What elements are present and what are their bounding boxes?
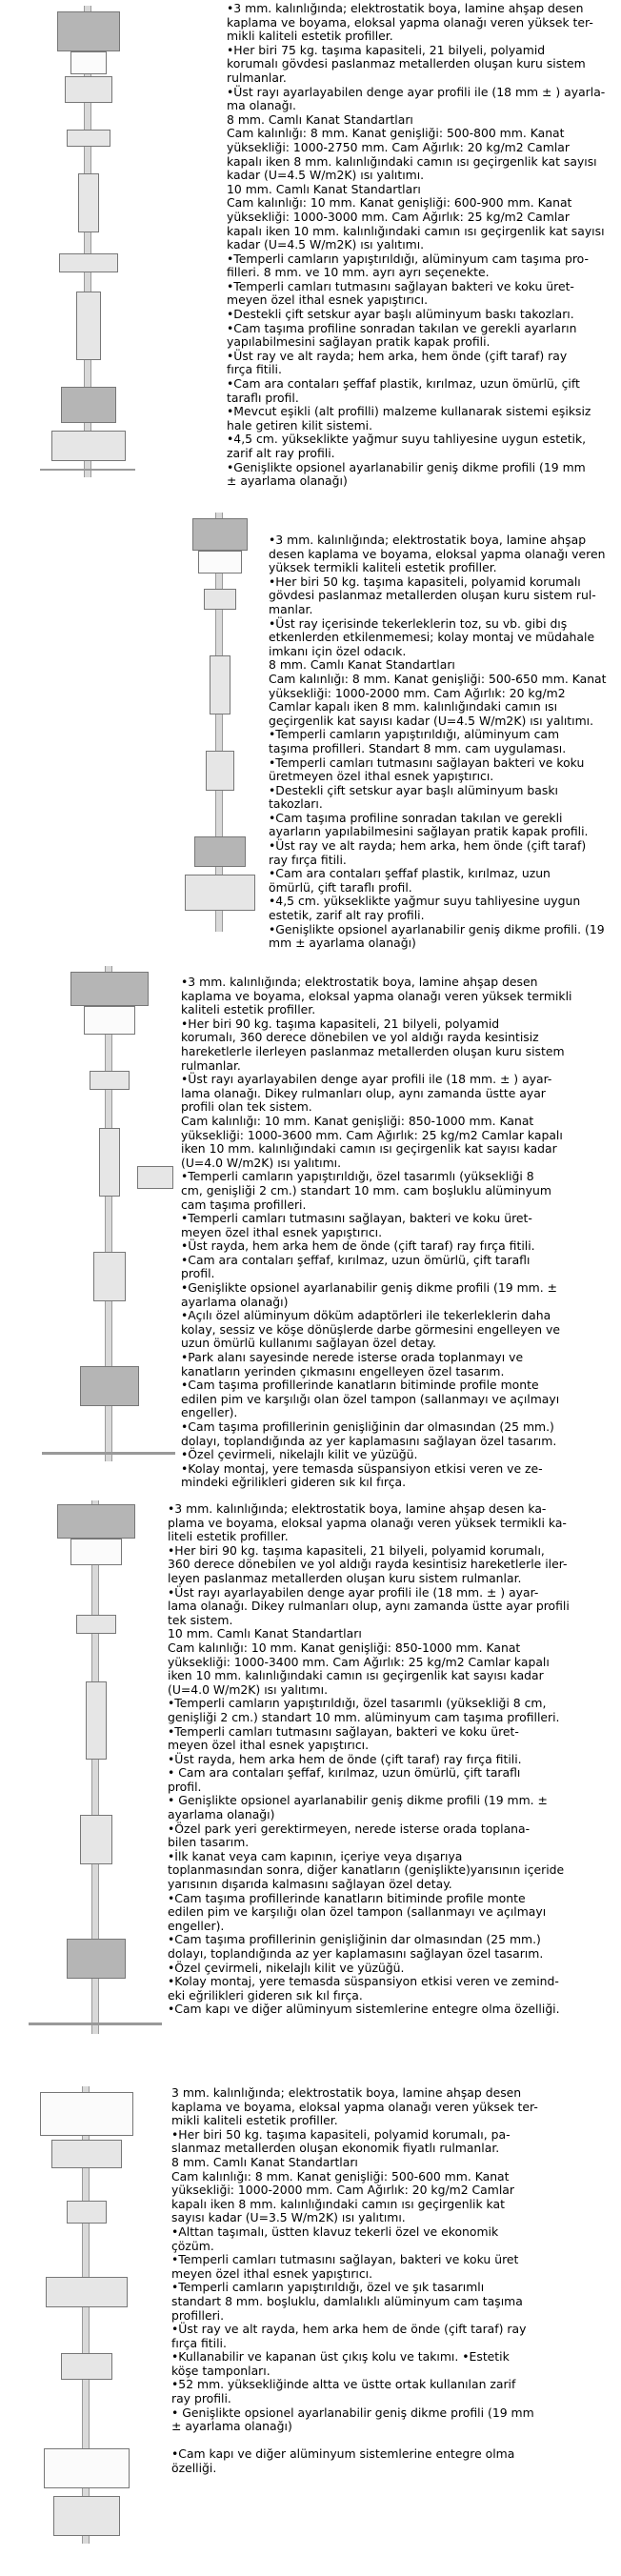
section-4-text: •3 mm. kalınlığında; elektrostatik boya, lamine ahşap desen ka- plama ve boyama, eloksal yapma olanağı veren yüksek termikli ka- liteli estetik profiller. •Her biri 90 kg. taşıma kapasiteli, 21 bilyeli, polyamid korumalı, 360 derece dönebilen ve yol aldığı rayda kesintisiz hareketlerle iler- leyen paslanmaz metallerden oluşan kuru sistem rulmanlar. •Üst rayı ayarlayabilen denge ayar profili ile (18 mm. ± ) ayar- lama olanağı. Dikey rulmanları olup, aynı zamanda üstte ayar profili tek sistem. 10 mm. Camlı Kanat Standartları Cam kalınlığı: 10 mm. Kanat genişliği: 850-1000 mm. Kanat yüksekliği: 1000-3400 mm. Cam Ağırlık: 25 kg/m2 Camlar kapalı iken 10 mm. kalınlığındaki camın ısı geçirgenlik kat sayısı kadar (U=4.0 W/m2K) ısı yalıtımı. •Temperli camların yapıştırıldığı, özel tasarımlı (yüksekliği 8 cm, genişliği 2 cm.) standart 10 mm. alüminyum cam taşıma profilleri. •Temperli camları tutmasını sağlayan, bakteri ve koku üret- meyen özel ithal esnek yapıştırıcı. •Üst rayda, hem arka hem de önde (çift taraf) ray fırça fitili. • Cam ara contaları şeffaf, kırılmaz, uzun ömürlü, çift taraflı profil. • Genişlikte opsionel ayarlanabilir geniş dikme profili (19 mm. ± ayarlama olanağı) •Özel park yeri gerektirmeyen, nerede isterse orada toplana- bilen tasarım. •İlk kanat veya cam kapının, içeriye veya dışarıya toplanmasından sonra, diğer kanatların (genişlikte)yarısının içeride yarısının dışarıda kalmasını sağlayan özel detay. •Cam taşıma profillerinde kanatların bitiminde profile monte edilen pim ve karşılığı olan özel tampon (sallanmayı ve açılmayı engeller). •Cam taşıma profillerinin genişliğinin dar olmasından (25 mm.) dolayı, toplandığında az yer kaplamasını sağlayan özel tasarım. •Özel çevirmeli, nikelajlı kilit ve yüzüğü. •Kolay montaj, yere temasda süspansiyon etkisi veren ve zemind- eki eğrilikleri gideren sık kıl fırça. •Cam kapı ve diğer alüminyum sistemlerine entegre olma özelliği. [168,1501,570,2017]
product-section-5 [0,2086,621,2563]
section-3-text: •3 mm. kalınlığında; elektrostatik boya, lamine ahşap desen kaplama ve boyama, eloksal yapma olanağı veren yüksek termikli kaliteli estetik profiller. •Her biri 90 kg. taşıma kapasiteli, 21 bilyeli, polyamid korumalı, 360 derece dönebilen ve yol aldığı rayda kesintisiz hareketlerle ilerleyen paslanmaz metallerden oluşan kuru sistem rulmanlar. •Üst rayı ayarlayabilen denge ayar profili ile (18 mm. ± ) ayar- lama olanağı. Dikey rulmanları olup, aynı zamanda üstte ayar profili olan tek sistem. Cam kalınlığı: 10 mm. Kanat genişliği: 850-1000 mm. Kanat yüksekliği: 1000-3600 mm. Cam Ağırlık: 25 kg/m2 Camlar kapalı iken 10 mm. kalınlığındaki camın ısı geçirgenlik kat sayısı kadar (U=4.0 W/m2K) ısı yalıtımı. •Temperli camların yapıştırıldığı, özel tasarımlı (yüksekliği 8 cm, genişliği 2 cm.) standart 10 mm. cam boşluklu alüminyum cam taşıma profilleri. •Temperli camları tutmasını sağlayan, bakteri ve koku üret- meyen özel ithal esnek yapıştırıcı. •Üst rayda, hem arka hem de önde (çift taraf) ray fırça fitili. •Cam ara contaları şeffaf, kırılmaz, uzun ömürlü, çift taraflı profil. •Genişlikte opsionel ayarlanabilir geniş dikme profili (19 mm. ± ayarlama olanağı) •Açılı özel alüminyum döküm adaptörleri ile tekerleklerin daha kolay, sessiz ve köşe dönüşlerde darbe görmesini engelleyen ve uzun ömürlü kullanımı sağlayan özel detay. •Park alanı sayesinde nerede isterse orada toplanmayı ve kanatların yerinden çıkmasını engelleyen özel tasarım. •Cam taşıma profillerinde kanatların bitiminde profile monte edilen pim ve karşılığı olan özel tampon (sallanmayı ve açılmayı engeller). •Cam taşıma profillerinin genişliğinin dar olmasından (25 mm.) dolayı, toplandığında az yer kaplamasını sağlayan özel tasarım. •Özel çevirmeli, nikelajlı kilit ve yüzüğü. •Kolay montaj, yere temasda süspansiyon etkisi veren ve ze- mindeki eğrilikleri gideren sık kıl fırça. [181,975,572,1490]
profile-drawing-1 [21,6,154,477]
product-section-4 [0,1500,621,2051]
profile-drawing-2 [152,513,286,932]
section-2-text: •3 mm. kalınlığında; elektrostatik boya, lamine ahşap desen kaplama ve boyama, eloksal yapma olanağı veren yüksek termikli kaliteli estetik profiller. •Her biri 50 kg. taşıma kapasiteli, polyamid korumalı gövdesi paslanmaz metallerden oluşan kuru sistem rul- manlar. •Üst ray içerisinde tekerleklerin toz, su vb. gibi dış etkenlerden etkilenmemesi; kolay montaj ve müdahale imkanı için özel odacık. 8 mm. Camlı Kanat Standartları Cam kalınlığı: 8 mm. Kanat genişliği: 500-650 mm. Kanat yüksekliği: 1000-2000 mm. Cam Ağırlık: 20 kg/m2 Camlar kapalı iken 8 mm. kalınlığındaki camın ısı geçirgenlik kat sayısı kadar (U=4.5 W/m2K) ısı yalıtımı. •Temperli camların yapıştırıldığı, alüminyum cam taşıma profilleri. Standart 8 mm. cam uygulaması. •Temperli camları tutmasını sağlayan bakteri ve koku üretmeyen özel ithal esnek yapıştırıcı. •Destekli çift setskur ayar başlı alüminyum baskı takozları. •Cam taşıma profiline sonradan takılan ve gerekli ayarların yapılabilmesini sağlayan pratik kapak profili. •Üst ray ve alt rayda; hem arka, hem önde (çift taraf) ray fırça fitili. •Cam ara contaları şeffaf plastik, kırılmaz, uzun ömürlü, çift taraflı profil. •4,5 cm. yükseklikte yağmur suyu tahliyesine uygun estetik, zarif alt ray profili. •Genişlikte opsionel ayarlanabilir geniş dikme profili. (19 mm ± ayarlama olanağı) [269,533,607,951]
profile-drawing-3 [42,966,175,1471]
profile-drawing-5 [19,2086,152,2553]
product-section-1 [0,0,621,489]
profile-drawing-4 [29,1500,162,2043]
section-1-text: •3 mm. kalınlığında; elektrostatik boya, lamine ahşap desen kaplama ve boyama, eloksal yapma olanağı veren yüksek ter- mikli kaliteli estetik profiller. •Her biri 75 kg. taşıma kapasiteli, 21 bilyeli, polyamid korumalı gövdesi paslanmaz metallerden oluşan kuru sistem rulmanlar. •Üst rayı ayarlayabilen denge ayar profili ile (18 mm ± ) ayarla- ma olanağı. 8 mm. Camlı Kanat Standartları Cam kalınlığı: 8 mm. Kanat genişliği: 500-800 mm. Kanat yüksekliği: 1000-2750 mm. Cam Ağırlık: 20 kg/m2 Camlar kapalı iken 8 mm. kalınlığındaki camın ısı geçirgenlik kat sayısı kadar (U=4.5 W/m2K) ısı yalıtımı. 10 mm. Camlı Kanat Standartları Cam kalınlığı: 10 mm. Kanat genişliği: 600-900 mm. Kanat yüksekliği: 1000-3000 mm. Cam Ağırlık: 25 kg/m2 Camlar kapalı iken 10 mm. kalınlığındaki camın ısı geçirgenlik kat sayısı kadar (U=4.5 W/m2K) ısı yalıtımı. •Temperli camların yapıştırıldığı, alüminyum cam taşıma pro- filleri. 8 mm. ve 10 mm. ayrı ayrı seçenekte. •Temperli camları tutmasını sağlayan bakteri ve koku üret- meyen özel ithal esnek yapıştırıcı. •Destekli çift setskur ayar başlı alüminyum baskı takozları. •Cam taşıma profiline sonradan takılan ve gerekli ayarların yapılabilmesini sağlayan pratik kapak profili. •Üst ray ve alt rayda; hem arka, hem önde (çift taraf) ray fırça fitili. •Cam ara contaları şeffaf plastik, kırılmaz, uzun ömürlü, çift taraflı profil. •Mevcut eşikli (alt profilli) malzeme kullanarak sistemi eşiksiz hale getiren kilit sistemi. •4,5 cm. yükseklikte yağmur suyu tahliyesine uygun estetik, zarif alt ray profili. •Genişlikte opsionel ayarlanabilir geniş dikme profili (19 mm ± ayarlama olanağı) [227,1,606,489]
product-section-2 [0,513,621,951]
product-section-3 [0,966,621,1490]
section-5-text: 3 mm. kalınlığında; elektrostatik boya, lamine ahşap desen kaplama ve boyama, eloksal yapma olanağı veren yüksek ter- mikli kaliteli estetik profiller. •Her biri 50 kg. taşıma kapasiteli, polyamid korumalı, pa- slanmaz metallerden oluşan ekonomik fiyatlı rulmanlar. 8 mm. Camlı Kanat Standartları Cam kalınlığı: 8 mm. Kanat genişliği: 500-600 mm. Kanat yüksekliği: 1000-2000 mm. Cam Ağırlık: 20 kg/m2 Camlar kapalı iken 8 mm. kalınlığındaki camın ısı geçirgenlik kat sayısı kadar (U=3.5 W/m2K) ısı yalıtımı. •Alttan taşımalı, üstten klavuz tekerli özel ve ekonomik çözüm. •Temperli camları tutmasını sağlayan, bakteri ve koku üret meyen özel ithal esnek yapıştırıcı. •Temperli camların yapıştırıldığı, özel ve şık tasarımlı standart 8 mm. boşluklu, damlalıklı alüminyum cam taşıma profilleri. •Üst ray ve alt rayda, hem arka hem de önde (çift taraf) ray fırça fitili. •Kullanabilir ve kapanan üst çıkış kolu ve takımı. •Estetik köşe tamponları. •52 mm. yüksekliğinde altta ve üstte ortak kullanılan zarif ray profili. • Genişlikte opsionel ayarlanabilir geniş dikme profili (19 mm ± ayarlama olanağı) •Cam kapı ve diğer alüminyum sistemlerine entegre olma özelliği. [171,2085,538,2476]
